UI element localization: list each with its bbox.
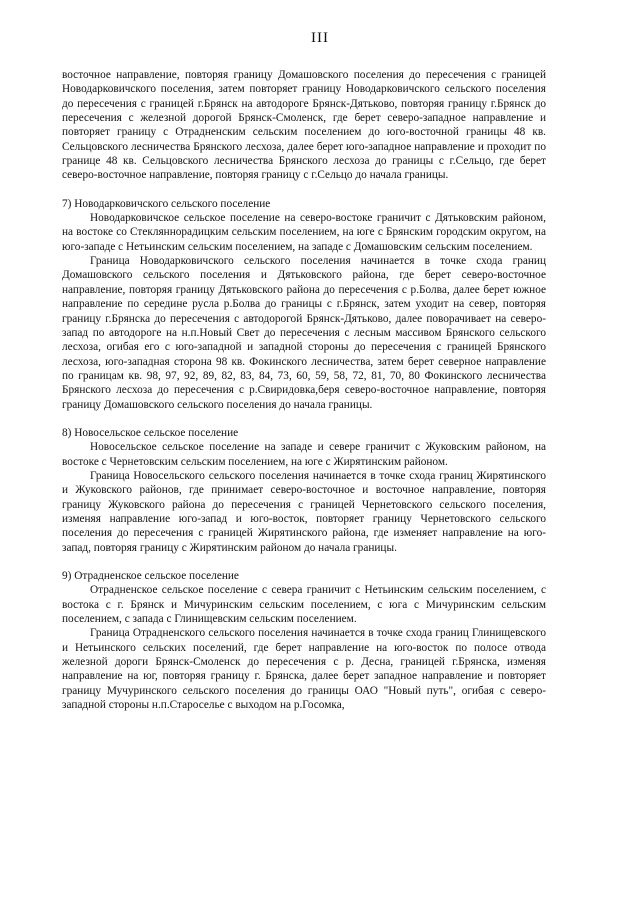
section-heading: 7) Новодарковичского сельского поселение [62,197,271,210]
intro-paragraph: восточное направление, повторяя границу Домашовского поселения до пересечения с границей Новодарковичского поселения, затем повторяет границу Новодарковичского сельского поселения до пересечения с границей г.Брянск на автодороге Брянск-Дятьково, повторяя границу г.Брянск до пересечения с железной дорогой Брянск-Смоленск, где берет северо-западное направление и повторяет границу с Отрадненским сельским поселением до юго-восточной границы 48 кв. Сельцовского лесничества Брянского лесхоза, далее берет юго-западное направление и проходит по границе 48 кв. Сельцовского лесничества Брянского лесхоза до границы с г.Сельцо, где берет северо-восточное направление, повторяя границу с г.Сельцо до начала границы. [62,69,546,182]
section-novoselskoe [62,426,546,555]
document-body [62,68,546,712]
page-number: III [311,30,329,46]
section-otradnenskoe [62,569,546,712]
section-heading: 8) Новосельское сельское поселение [62,426,239,439]
section-paragraph: Отрадненское сельское поселение с севера граничит с Нетьинским сельским поселением, с востока с г. Брянск и Мичуринским сельским поселением, с юга с Мичуринским сельским поселением, с запада с Глинищевским сельским поселением. [62,584,546,626]
section-heading: 9) Отрадненское сельское поселение [62,570,239,582]
section-paragraph: Граница Новодарковичского сельского поселения начинается в точке схода границ Домашовского сельского поселения и Дятьковского района, где берет северо-восточное направление, повторяя границу Дятьковского района до пересечения с р.Болва, далее берет южное направление по середине русла р.Болва до границы с г.Брянск, затем уходит на север, повторяя границу г.Брянска до пересечения с автодорогой Брянск-Дятьково, далее поворачивает на северо-запад по автодороге на н.п.Новый Свет до пересечения с лесным массивом Брянского сельского лесхоза, огибая его с юго-западной и западной стороны до пересечения с границей Брянского лесхоза, юго-западная сторона 98 кв. Фокинского лесничества, затем берет северное направление по границам кв. 98, 97, 92, 89, 82, 83, 84, 73, 60, 59, 58, 72, 81, 70, 80 Фокинского лесничества Брянского лесхоза до пересечения с р.Свиридовка,беря северо-восточное направление, повторяя границу Домашовского сельского поселения до начала границы. [62,255,546,411]
section-paragraph: Новосельское сельское поселение на западе и севере граничит с Жуковским районом, на востоке с Чернетовским сельским поселением, на юге с Жирятинским районом. [62,441,546,468]
section-paragraph: Граница Новосельского сельского поселения начинается в точке схода границ Жирятинского и Жуковского районов, где принимает северо-восточное и восточное направление, повторяя границу Жуковского района до пересечения с границей Чернетовского сельского поселения, изменяя направление юго-запад и юго-восток, повторяет границу Чернетовского сельского поселения до пересечения с границей Жирятинского района, где изменяет направление на юго-запад, повторяя границу с Жирятинским районом до начала границы. [62,469,546,554]
section-paragraph: Граница Отрадненского сельского поселения начинается в точке схода границ Глинищевского и Нетьинского сельских поселений, где берет направление на юго-восток по полосе отвода железной дороги Брянск-Смоленск до пересечения с р. Десна, границей г.Брянска, изменяя направление на юг, повторяя границу г. Брянска, далее берет западное направление и повторяет границу Мучуринского сельского поселения до границы ОАО "Новый путь", огибая с северо-западной стороны н.п.Староселье с выходом на р.Госомка, [62,627,546,712]
section-novodarkovichi [62,197,546,412]
section-paragraph: Новодарковичское сельское поселение на северо-востоке граничит с Дятьковским районом, на востоке со Стекляннорадицким сельским поселением, на юге с Брянским городским округом, на юго-западе с Нетьинским сельским поселением, на западе с Домашовским сельским поселением. [62,212,546,253]
